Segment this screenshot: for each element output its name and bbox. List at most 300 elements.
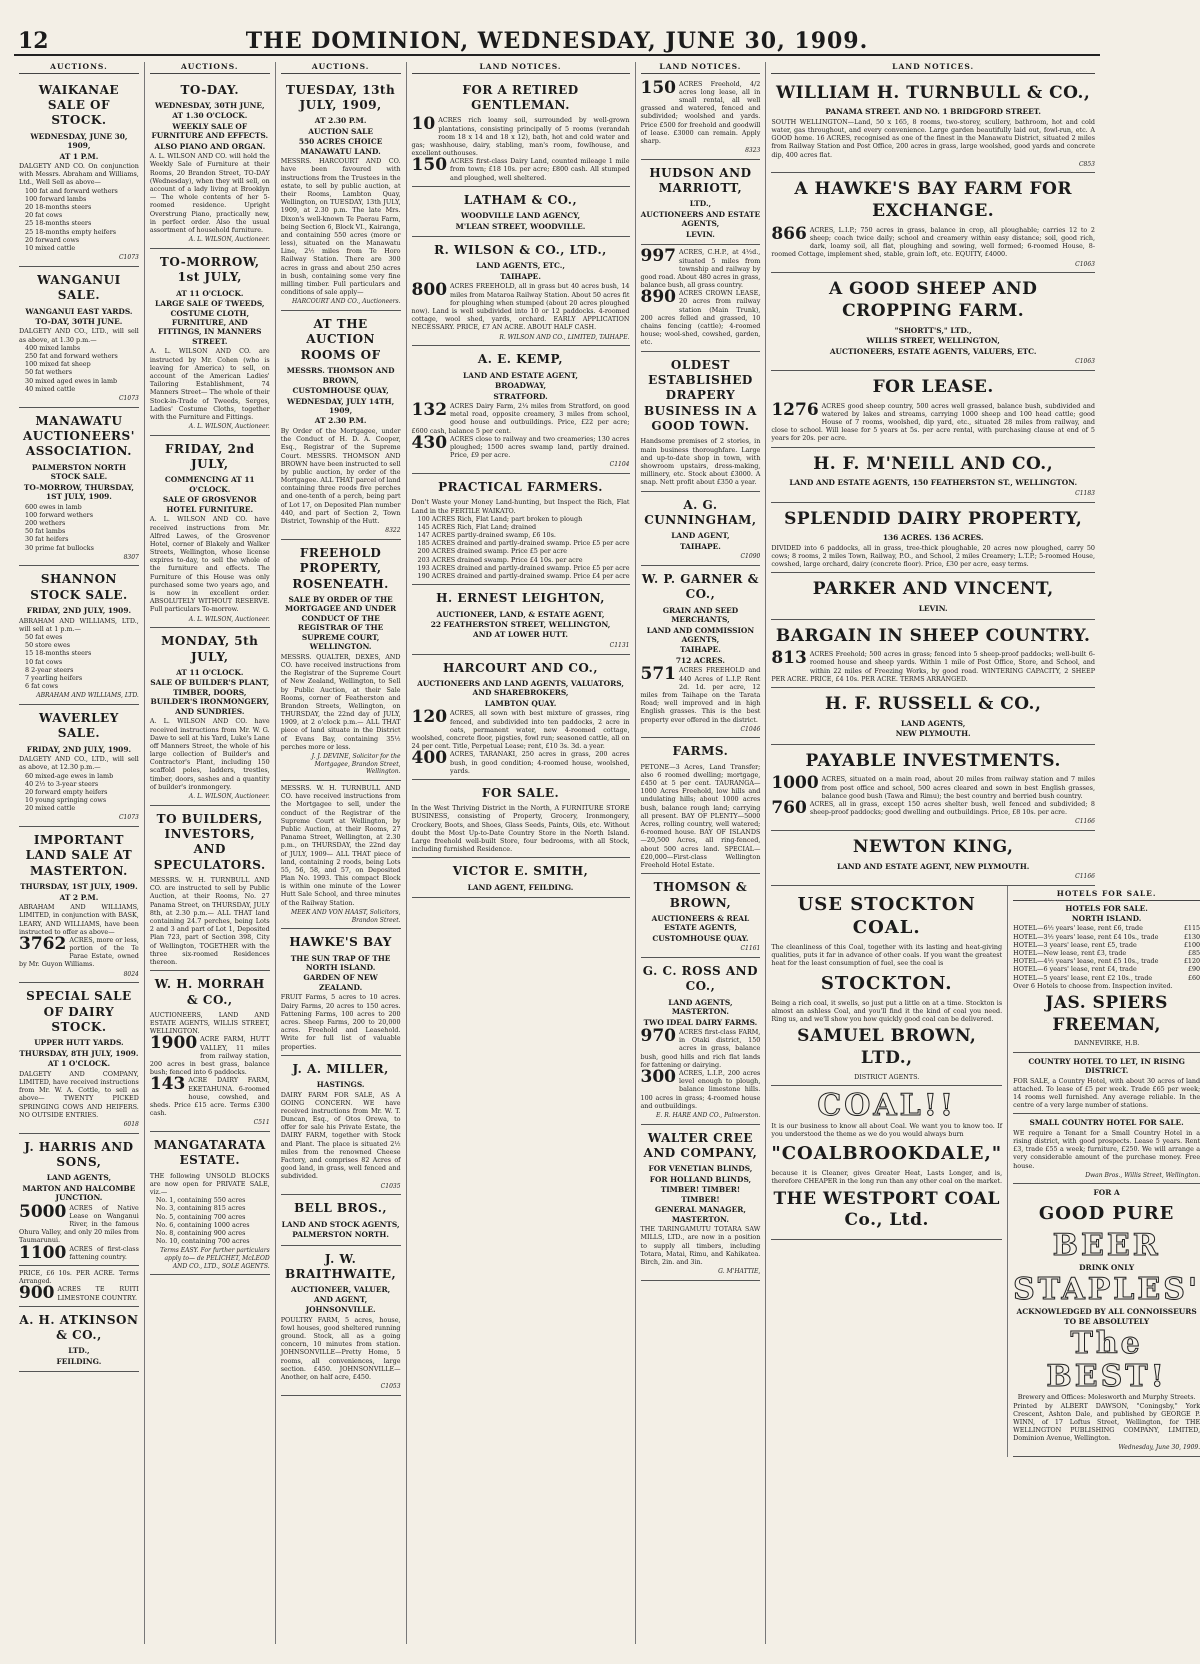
ad-list-item: 203 ACRES drained swamp. Price £4 10s. per acre: [417, 555, 583, 564]
staples-beer-ad: [1013, 1184, 1200, 1457]
ad-list-item: 147 ACRES partly-drained swamp, £6 10s.: [417, 531, 556, 540]
ad-body: ABRAHAM AND WILLIAMS, LIMITED, in conjunction with BASK, LEARY, AND WILLIAMS, have been instructed to offer as above—: [19, 903, 139, 936]
ad-heading: H. F. RUSSELL & CO.,: [824, 694, 1042, 714]
ad-signature: 8024: [123, 970, 139, 978]
ad-heading: WAIKANAE SALE OF STOCK.: [38, 82, 120, 128]
ad-heading: HARCOURT AND CO.,: [443, 660, 598, 675]
advertisement: [641, 160, 761, 246]
ad-heading: AT 11 O'CLOCK.: [176, 288, 244, 298]
ad-heading: A. G. CUNNINGHAM,: [644, 497, 757, 527]
ad-offer-text: ACRE FARM, HUTT VALLEY, 11 miles from railway station, 200 acres in best grass, balance bush; fenced into 6 paddocks.: [149, 1035, 270, 1077]
ad-list: [412, 515, 630, 581]
ad-list-item: 25 18-months steers: [25, 219, 92, 228]
ad-heading: SPECIAL SALE OF DAIRY STOCK.: [26, 989, 132, 1035]
ad-signature: C1131: [609, 641, 630, 649]
ad-heading: TAIHAPE.: [680, 645, 721, 655]
ad-heading: AUCTIONEERS & REAL ESTATE AGENTS,: [651, 913, 750, 933]
ad-acreage: 5000: [19, 1201, 67, 1222]
ad-heading: PAYABLE INVESTMENTS.: [805, 750, 1061, 771]
ad-heading: LAND AND ESTATE AGENT,: [463, 370, 578, 380]
hotel-value: £60: [1187, 973, 1200, 982]
ad-signature: C1035: [380, 1182, 401, 1190]
advertisement: [412, 474, 630, 585]
ad-body: SOUTH WELLINGTON—Land, 50 x 165, 8 rooms, two-storey, scullery, bathroom, hot and cold water, gas throughout, and every convenience. Large garden beautifully laid out, fowl-run, etc. A GOOD home. 16 ACRES, recognised as one of the finest in the Manawatu District, situated 2 miles from Railway Station and Post Office, 200 acres in grass, large woolshed, good yards and concrete dip, 400 acres flat.: [771, 117, 1095, 159]
ad-heading: TO-DAY.: [180, 82, 240, 97]
ad-heading: THURSDAY, 1ST JULY, 1909.: [20, 882, 138, 892]
ad-heading: LTD.,: [689, 199, 712, 209]
column-header: AUCTIONS.: [281, 62, 401, 74]
ad-heading: JOHNSONVILLE.: [305, 1305, 376, 1315]
ad-heading: 136 ACRES. 136 ACRES.: [882, 533, 984, 543]
coal2-brand: "COALBROOKDALE,": [771, 1143, 1003, 1165]
ad-signature: C1063: [1075, 260, 1095, 268]
ad-offer-text: ACRES, all in grass, except 150 acres shelter bush, well fenced and subdivided; 8 sheep-proof paddocks; good dwelling and outbuildings. Price, £8 10s. per acre.: [809, 800, 1095, 817]
ad-signature: HARCOURT AND CO., Auctioneers.: [292, 298, 401, 306]
ad-heading: W. H. MORRAH & CO.,: [154, 977, 265, 1007]
ad-list-item: 400 mixed lambs: [25, 343, 81, 352]
ad-heading: AUCTIONEERS AND ESTATE AGENTS,: [640, 209, 761, 229]
hotel-row: [1013, 924, 1200, 932]
coal2-body-2: because it is Cleaner, gives Greater Heat, Lasts Longer, and is, therefore CHEAPER in the long run than any other coal on the market.: [771, 1169, 1003, 1186]
advertisement: [281, 1056, 401, 1196]
hotel-value: £100: [1183, 940, 1200, 949]
coal2-signature: THE WESTPORT COAL Co., Ltd.: [773, 1188, 1000, 1231]
hotel-label: HOTEL—4½ years' lease, rent £5 10s., trade: [1013, 957, 1159, 966]
advertisement: [641, 245, 761, 351]
ad-offer: [411, 399, 630, 435]
ad-heading: STRATFORD.: [493, 391, 548, 401]
ad-acreage: 890: [640, 287, 676, 308]
advertisement: [150, 971, 270, 1132]
ad-offer: [640, 77, 761, 146]
advertisement: [771, 573, 1095, 619]
ad-heading: WOODVILLE LAND AGENCY,: [460, 211, 581, 221]
advertisement: [641, 958, 761, 1125]
ad-list-item: 15 18-months steers: [25, 649, 92, 658]
ad-heading: COMMENCING AT 11 O'CLOCK.: [164, 475, 255, 494]
hotels-heading: NORTH ISLAND.: [1071, 914, 1142, 923]
column-4: [407, 62, 636, 1644]
ad-heading: 22 FEATHERSTON STREET, WELLINGTON,: [430, 620, 611, 630]
column-3: [276, 62, 407, 1644]
ad-offer: [411, 432, 630, 460]
ad-offer-text: ACRES rich loamy soil, surrounded by well-grown plantations, consisting principally of 5 rooms (verandah room 18 x 14 and 18 x 12), bath, hot and cold water and gas; washhouse, dairy, stabling, man's room, fowlhouse, and excellent outhouses.: [411, 116, 630, 158]
ad-signature: 6018: [123, 1120, 139, 1128]
advertisement: [412, 237, 630, 346]
ad-offer-text: ACRES first-class Dairy Land, counted mileage 1 mile from town; £18 10s. per acre; £800 cash. All stumped and ploughed, well sheltered.: [450, 157, 630, 182]
ad-signature: 8307: [123, 553, 139, 561]
ad-offer: [771, 650, 1095, 683]
beer-pre: FOR A: [1093, 1188, 1120, 1198]
ad-list: [19, 772, 139, 813]
ad-acreage: 150: [640, 77, 676, 98]
ad-list-item: 60 mixed-age ewes in lamb: [25, 771, 114, 780]
beer-ack: ACKNOWLEDGED BY ALL CONNOISSEURS TO BE ABSOLUTELY: [1016, 1307, 1197, 1326]
ad-signature: A. L. WILSON, Auctioneer.: [188, 423, 270, 431]
ad-list-item: 250 fat and forward wethers: [25, 352, 118, 361]
ad-offer-text: ACRES FREEHOLD and 440 Acres of L.I.P. Rent 2d. 1d. per acre, 12 miles from Taihape on the Tarata Road; well improved and in high English grasses. This is the best property ever offered in the district.: [640, 666, 761, 724]
beer-good: GOOD PURE: [1038, 1202, 1175, 1224]
coal2-body: It is our business to know all about Coal. We want you to know too. If you understood the theme as we do you would always burn: [771, 1121, 1003, 1139]
ad-offer-text: ACRES first-class FARM, in Otaki district, 150 acres in grass, balance bush, good hills and rich flat lands for fattening or dairying.: [640, 1028, 761, 1069]
ad-list-item: 185 ACRES drained and partly-drained swamp. Price £5 per acre: [417, 539, 630, 548]
ad-heading: FRIDAY, 2ND JULY, 1909.: [26, 744, 132, 754]
ad-heading: BROADWAY,: [494, 381, 547, 391]
ad-signature: C1073: [118, 394, 139, 402]
hotel-value: £115: [1183, 924, 1200, 933]
ad-signature: C1063: [1075, 358, 1095, 366]
ad-heading: FOR VENETIAN BLINDS,: [648, 1164, 753, 1174]
ad-offer: [150, 1035, 270, 1076]
ad-heading: TUESDAY, 13th JULY, 1909,: [286, 82, 396, 112]
hotel-value: £130: [1183, 932, 1200, 941]
advertisement: [281, 781, 401, 929]
ad-heading: J. HARRIS AND SONS,: [24, 1139, 134, 1169]
ad-list: [150, 1196, 270, 1245]
ad-offer-text: ACRES Freehold, 4/2 acres long lease, all in small rental, all well grassed and watered, fenced and subdivided; woolshed and yards. Price £500 for freehold and goodwill of lease. £3000 can remain. Apply sharp.: [640, 79, 761, 145]
ad-heading: H. ERNEST LEIGHTON,: [436, 591, 605, 606]
ad-offer: [641, 248, 761, 289]
ad-list-item: 50 fat ewes: [25, 632, 63, 641]
ad-acreage: 10: [411, 114, 436, 135]
small-hotel-signature: Dwan Bros., Willis Street, Wellington.: [1085, 1171, 1200, 1179]
ad-heading: G. C. ROSS AND CO.,: [642, 963, 759, 994]
ad-heading: A HAWKE'S BAY FARM FOR EXCHANGE.: [794, 179, 1072, 222]
ad-list: [19, 503, 139, 552]
ad-acreage: 1276: [771, 399, 819, 420]
advertisement: [281, 1195, 401, 1245]
advertisement: [150, 77, 270, 249]
advertisement: [281, 311, 401, 540]
ad-heading: LAND AGENT,: [671, 531, 730, 541]
ad-heading: AT 1.30 O'CLOCK.: [172, 111, 248, 121]
advertisement: [19, 77, 139, 267]
hotel-value: £85: [1187, 949, 1200, 958]
advertisement: [19, 408, 139, 567]
ad-heading: FEILDING.: [56, 1356, 102, 1366]
ad-signature: G. M'HATTIE,: [718, 1268, 761, 1276]
ad-heading: MESSRS. THOMSON AND BROWN,: [286, 366, 395, 385]
ad-heading: TWO IDEAL DAIRY FARMS.: [643, 1017, 758, 1027]
ad-body: MESSRS. W. H. TURNBULL AND CO. are instructed to sell by Public Auction, at their Rooms, No. 27 Panama Street, on THURSDAY, JULY 8th, at 2.30 p.m.— ALL THAT land containing 24.7 perches, being Lots 2 and 3 and part of Lot 1, Deposited Plan 723, part of Section 398, City of Wellington, TOGETHER with the three six-roomed Residences thereon.: [149, 876, 270, 966]
ad-acreage: 1900: [149, 1033, 198, 1054]
column-1: [14, 62, 145, 1644]
ad-acreage: 760: [771, 798, 807, 818]
ad-signature: C1053: [380, 1383, 401, 1391]
advertisement: [281, 77, 401, 311]
ad-list-item: No. 5, containing 700 acres: [155, 1212, 246, 1221]
ad-list-item: 30 mixed aged ewes in lamb: [25, 376, 118, 385]
ad-heading: LAMBTON QUAY.: [484, 698, 557, 708]
ad-list: [19, 344, 139, 393]
advertisement: [19, 1134, 139, 1266]
ad-heading: THOMSON & BROWN,: [653, 880, 748, 910]
hotel-row: [1013, 941, 1200, 949]
ad-signature: A. L. WILSON, Auctioneer.: [188, 236, 270, 244]
ad-heading: R. WILSON & CO., LTD.,: [434, 243, 607, 258]
ad-heading: SHANNON STOCK SALE.: [30, 572, 128, 602]
ad-heading: PALMERSTON NORTH STOCK SALE.: [31, 462, 127, 482]
ad-heading: SALE BY ORDER OF THE MORTGAGEE AND UNDER CONDUCT OF THE REGISTRAR OF THE SUPREME COURT, WELLINGTON.: [285, 594, 397, 652]
ad-heading: HASTINGS.: [316, 1080, 365, 1090]
hotel-label: HOTEL—6 years' lease, rent £4, trade: [1013, 965, 1137, 974]
ad-offer-text: ACRES TE RUITI LIMESTONE COUNTRY.: [57, 1285, 139, 1302]
advertisement: [412, 77, 630, 187]
ad-list-item: 30 fat heifers: [25, 535, 69, 544]
advertisement: [412, 858, 630, 898]
ad-heading: WANGANUI EAST YARDS.: [25, 306, 133, 316]
ad-heading: TO BUILDERS, INVESTORS, AND SPECULATORS.: [153, 811, 266, 872]
advertisement: [19, 267, 139, 408]
ad-heading: LAND AND ESTATE AGENT, NEW PLYMOUTH.: [836, 861, 1030, 871]
lower-section: [771, 886, 1200, 1457]
column-header: LAND NOTICES.: [771, 62, 1095, 74]
ad-heading: LAND AGENTS, MASTERTON.: [668, 997, 733, 1017]
ad-body: AUCTIONEERS, LAND AND ESTATE AGENTS, WILLIS STREET, WELLINGTON.: [149, 1010, 270, 1036]
ad-heading: FRIDAY, 2nd JULY,: [164, 441, 255, 472]
beer-drink: DRINK ONLY: [1079, 1262, 1135, 1272]
ad-list-item: 600 ewes in lamb: [25, 502, 82, 511]
ad-heading: PANAMA STREET. AND NO. 1 BRIDGFORD STREET.: [825, 107, 1041, 117]
ad-heading: CUSTOMHOUSE QUAY.: [652, 933, 749, 943]
advertisement: [19, 705, 139, 827]
ad-acreage: 1100: [19, 1242, 67, 1263]
ad-heading: WALTER CREE AND COMPANY,: [643, 1130, 758, 1160]
ad-heading: WEEKLY SALE OF FURNITURE AND EFFECTS.: [151, 121, 269, 141]
ad-heading: GRAIN AND SEED MERCHANTS,: [662, 605, 739, 625]
advertisement: [771, 448, 1095, 503]
ad-offer: [771, 223, 1095, 259]
advertisement: [641, 738, 761, 874]
ad-heading: THURSDAY, 8TH JULY, 1909.: [19, 1048, 139, 1058]
ad-heading: AUCTIONEERS, ESTATE AGENTS, VALUERS, ETC.: [829, 346, 1037, 356]
advertisement: [19, 566, 139, 705]
ad-heading: PRACTICAL FARMERS.: [438, 479, 603, 494]
ad-signature: C853: [1078, 160, 1095, 168]
hotel-label: HOTEL—3 years' lease, rent £5, trade: [1013, 940, 1137, 949]
imprint-date: Wednesday, June 30, 1909.: [1118, 1444, 1200, 1452]
ad-list-item: 6 fat cows: [25, 682, 59, 691]
ad-heading: AT 2.30 P.M.: [314, 416, 367, 426]
ad-body: DALGETY AND CO., LTD., will sell as above, at 1.30 p.m.—: [19, 327, 139, 344]
beer-best: The BEST!: [1046, 1326, 1167, 1395]
ad-offer: [641, 666, 761, 723]
ad-acreage: 997: [640, 246, 676, 267]
ad-heading: OLDEST ESTABLISHED DRAPERY BUSINESS IN A GOOD TOWN.: [644, 357, 757, 434]
ad-offer-text: ACRES good sheep country, 500 acres well grassed, balance bush, subdivided and watered by lakes and streams, carrying 1000 sheep and 100 head cattle; good House of 7 rooms, woolshed, dip yard, etc., situated 28 miles from railway, and close to school. Will lease for 5 years at 5s. per acre rental, with purchasing clause at end of 5 years for 20s. per acre.: [771, 401, 1095, 443]
ad-heading: TIMBER! TIMBER! TIMBER!: [660, 1185, 741, 1204]
ad-signature: C1166: [1075, 873, 1095, 881]
advertisement: [150, 436, 270, 629]
columns: [14, 62, 1200, 1644]
advertisement: [771, 371, 1095, 448]
ad-heading: ALSO PIANO AND ORGAN.: [154, 141, 266, 151]
country-hotel-ad: [1013, 1053, 1200, 1115]
advertisement: [641, 1125, 761, 1281]
ad-heading: GARDEN OF NEW ZEALAND.: [303, 973, 378, 992]
ad-heading: TAIHAPE.: [680, 541, 721, 551]
advertisement: [150, 249, 270, 436]
ad-heading: AUCTION SALE: [308, 126, 373, 136]
ad-signature: E. R. HARE AND CO., Palmerston.: [656, 1111, 761, 1119]
ad-list-item: No. 10, containing 700 acres: [155, 1237, 250, 1246]
ad-signature: C511: [253, 1119, 270, 1127]
ad-signature: C1046: [740, 725, 761, 733]
ad-heading: WEDNESDAY, JUNE 30, 1909,: [30, 131, 128, 151]
ad-body: Handsome premises of 2 stories, in main business thoroughfare. Large and up-to-date shop in town, with showroom upstairs, dress-making, millinery, etc. Stock about £3000. A snap. Nett profit about £350 a year.: [640, 437, 761, 487]
advertisement: [771, 620, 1095, 689]
ad-heading: NEWTON KING,: [852, 837, 1014, 858]
coal-body: The cleanliness of this Coal, together with its lasting and heat-giving qualities, puts it far in advance of other coals. If you want the greatest heat for the least consumption of fuel, see the coal is: [771, 943, 1003, 968]
ad-heading: AUCTIONEER, LAND, & ESTATE AGENT,: [436, 609, 605, 619]
ad-list-item: 200 ACRES drained swamp. Price £5 per acre: [417, 547, 568, 556]
ad-offer: [150, 1076, 270, 1117]
advertisement: [771, 173, 1095, 273]
ad-list-item: 40 mixed cattle: [25, 384, 76, 393]
ad-list-item: No. 6, containing 1000 acres: [155, 1220, 250, 1229]
ad-body: A. L. WILSON AND CO. will hold the Weekly Sale of Furniture at their Rooms, 20 Brandon Street, TO-DAY (Wednesday), when they will sell, on account of a lady living at Brooklyn— The whole contents of her 5-roomed residence. Upright Overstrung Piano, practically new, in perfect order. Also the usual assortment of household furniture.: [149, 152, 270, 234]
stockton-coal-ad: [771, 886, 1002, 1086]
ad-heading: 712 ACRES.: [675, 655, 725, 665]
ad-body: DALGETY AND COMPANY, LIMITED, have received instructions from Mr. W. A. Cottle, to sell as above— TWENTY PICKED SPRINGING COWS AND HEIFERS. NO OUTSIDE ENTRIES.: [19, 1069, 139, 1119]
ad-offer-text: ACRES, TARANAKI, 250 acres in grass, 200 acres bush, in good condition; 4-roomed house, woolshed, yards.: [450, 750, 630, 775]
ad-list-item: 190 ACRES drained and partly-drained swamp. Price £4 per acre: [417, 572, 630, 580]
ad-body: PRICE, £6 10s. PER ACRE. Terms Arranged.: [19, 1269, 139, 1286]
hotel-row: [1013, 965, 1200, 973]
ad-heading: LTD.,: [68, 1346, 90, 1356]
ad-body: FRUIT Farms, 5 acres to 10 acres. Dairy Farms, 20 acres to 150 acres. Fattening Farms, 100 acres to 200 acres. Sheep Farms, 200 to 20,000 acres. Freehold and Leasehold. Write for full list of valuable properties.: [280, 993, 401, 1051]
ad-heading: WEDNESDAY, JULY 14TH, 1909,: [287, 396, 395, 415]
hotel-value: £90: [1187, 965, 1200, 974]
ad-signature: C1166: [1075, 818, 1095, 826]
ad-heading: A. E. KEMP,: [477, 352, 564, 367]
ad-signature: R. WILSON AND CO., LIMITED, TAIHAPE.: [499, 333, 630, 341]
ad-heading: J. A. MILLER,: [292, 1061, 389, 1076]
ad-signature: C1104: [609, 461, 630, 469]
column-7: [766, 62, 1200, 1644]
ad-list-item: 40 2½ to 3-year steers: [25, 779, 99, 788]
advertisement: [771, 273, 1095, 371]
ad-heading: TAIHAPE.: [500, 271, 541, 281]
ad-offer-text: ACRES, all sown with best mixture of grasses, ring fenced, and subdivided into ten paddocks, 2 acre in oats, permanent water, new 4-roomed cottage, woolshed, concrete floor, pigsties, fowl run; seasoned cattle, all on 24 per cent. Title, Perpetual Lease; rent, £10 3s. 3d. a year.: [411, 709, 630, 751]
ad-heading: HUDSON AND MARRIOTT,: [649, 165, 752, 196]
ad-heading: FOR SALE.: [481, 785, 560, 800]
ad-acreage: 143: [149, 1074, 186, 1095]
ad-list-item: No. 1, containing 550 acres: [155, 1196, 246, 1205]
ad-body: PETONE—3 Acres, Land Transfer; also 6 roomed dwelling; mortgage, £450 at 5 per cent. TAURANGA—1000 Acres Freehold, low hills and undulating hills; about 1000 acres bush, balance rough land; carrying all present. BAY OF PLENTY—5000 Acres, rolling country, well watered; 6-roomed house. BAY OF ISLANDS—20,500 Acres, all ring-fenced, about 500 acres land. SPECIAL—£20,000—First-class Wellington Freehold Hotel Estate.: [640, 762, 761, 869]
hotel-row: [1013, 957, 1200, 965]
newspaper-title: THE DOMINION, WEDNESDAY, JUNE 30, 1909.: [245, 28, 869, 54]
ad-body: DALGETY AND CO. On conjunction with Messrs. Abraham and Williams, Ltd., Well Sell as above—: [19, 162, 139, 187]
coal-title: USE STOCKTON COAL.: [797, 893, 976, 938]
ad-signature: MEEK AND VON HAAST, Solicitors, Brandon Street.: [290, 908, 401, 924]
ad-acreage: 571: [640, 664, 676, 685]
ad-heading: MANAWATU AUCTIONEERS' ASSOCIATION.: [22, 413, 135, 459]
hotel-label: HOTEL—3½ years' lease, rent £4 10s., trade: [1013, 932, 1159, 941]
country-hotel-body: FOR SALE, a Country Hotel, with about 30 acres of land attached. To lease of £5 per week. Trade £65 per week; 14 rooms well furnished. Any average reliable. In the centre of a very large number of stations.: [1013, 1076, 1200, 1110]
ad-heading: FOR LEASE.: [872, 376, 994, 397]
small-hotel-heading: SMALL COUNTRY HOTEL FOR SALE.: [1029, 1118, 1184, 1128]
ad-heading: AT 1 P.M.: [59, 151, 99, 161]
ad-list-item: 193 ACRES drained and partly-drained swamp. Price £5 per acre: [417, 563, 630, 572]
ad-heading: H. F. M'NEILL AND CO.,: [813, 453, 1054, 474]
column-5: [636, 62, 767, 1644]
ad-heading: A. H. ATKINSON & CO.,: [19, 1312, 139, 1343]
ad-heading: A GOOD SHEEP AND CROPPING FARM.: [829, 279, 1038, 322]
ad-heading: LAND AND COMMISSION AGENTS,: [646, 625, 755, 644]
advertisement: [641, 566, 761, 739]
hotel-label: HOTEL—New lease, rent £3, trade: [1013, 949, 1127, 958]
ad-heading: MARTON AND HALCOMBE JUNCTION.: [22, 1183, 136, 1203]
ad-heading: LAND AGENT, FEILDING.: [467, 882, 574, 892]
advertisement: [412, 655, 630, 780]
column-header: AUCTIONS.: [150, 62, 270, 74]
ad-heading: FOR A RETIRED GENTLEMAN.: [462, 82, 579, 112]
ad-offer: [412, 157, 630, 182]
ad-list-item: 10 young springing cows: [25, 796, 107, 805]
ad-heading: WANGANUI SALE.: [37, 272, 121, 303]
ad-heading: LAND AND ESTATE AGENTS, 150 FEATHERSTON ST., WELLINGTON.: [789, 478, 1078, 488]
ad-signature: C1073: [118, 254, 139, 262]
ad-body: Don't Waste your Money Land-hunting, but Inspect the Rich, Flat Land in the FERTILE WAIKATO.: [411, 498, 630, 515]
ad-heading: AT 2 P.M.: [59, 892, 99, 902]
ad-list-item: 25 18-months empty heifers: [25, 227, 117, 236]
ad-offer-text: ACRES, more or less, portion of the Te Parae Estate, owned by Mr. Guyon Williams.: [19, 935, 139, 969]
advertisement: [19, 1307, 139, 1373]
ad-heading: WILLIAM H. TURNBULL & CO.,: [776, 82, 1091, 103]
ad-body: A. L. WILSON AND CO. are instructed by Mr. Cohen (who is leaving for America) to sell, on account of the American Ladies' Tailoring Establishment, 74 Manners Street— The whole of their Stock-in-Trade of Tweeds, Serges, Ladies' Costume Cloths, together with the Furniture and Fittings.: [149, 347, 270, 421]
column-2: [145, 62, 276, 1644]
small-hotel-body: WE require a Tenant for a Small Country Hotel in a rising district, with good prospects. Lease 5 years. Rent £3, trade £55 a week; furniture, £250. We will arrange a very considerable amount of the purchase money. Free house.: [1013, 1128, 1200, 1170]
ad-heading: LAND AND STOCK AGENTS,: [281, 1219, 400, 1229]
ad-offer: [771, 399, 1095, 443]
ad-list-item: 50 store ewes: [25, 641, 71, 650]
ad-offer: [641, 289, 761, 346]
ad-acreage: 813: [771, 648, 807, 669]
advertisement: [150, 628, 270, 805]
advertisement: [412, 780, 630, 858]
coal2-title: COAL!!: [817, 1087, 957, 1123]
small-hotel-ad: [1013, 1114, 1200, 1184]
ad-body: DAIRY FARM FOR SALE, AS A GOING CONCERN. WE have received instructions from Mr. W. T. Duncan, Esq., of Otos Orewa, to offer for sale his Private Estate, the DAIRY FARM, together with Stock and Plant. The place is situated 2½ miles from the renowned Cheese Factory, and comprises 82 Acres of good land, in grass, well fenced and subdivided.: [280, 1090, 401, 1181]
ad-acreage: 866: [771, 223, 807, 244]
ad-offer: [412, 282, 630, 331]
ad-heading: IMPORTANT LAND SALE AT MASTERTON.: [25, 833, 133, 878]
beer-word: BEER: [1052, 1227, 1161, 1263]
ad-heading: M'LEAN STREET, WOODVILLE.: [455, 221, 586, 231]
ad-list-item: 100 ACRES Rich, Flat Land; part broken to plough: [417, 514, 583, 523]
ad-offer: [641, 1069, 761, 1110]
ad-signature: 8322: [385, 527, 401, 535]
ad-body: By Order of the Mortgagee, under the Conduct of H. D. A. Cooper, Esq., Registrar of the Supreme Court. MESSRS. THOMSON AND BROWN have been instructed to sell by public auction, by order of the Mortgagee. ALL THAT parcel of land containing three roods five perches and one-tenth of a perch, being part of Lot 17, on Deposited Plan number 440, and part of Section 2, Town District, Township of the Hutt.: [280, 426, 401, 525]
advertisement: [771, 745, 1095, 831]
ad-heading: SALE OF BUILDER'S PLANT, TIMBER, DOORS, BUILDER'S IRONMONGERY, AND SUNDRIES.: [150, 678, 270, 716]
ad-body: DIVIDED into 6 paddocks, all in grass, tree-thick ploughable, 20 acres now ploughed, carry 50 cows; 8 rooms, 2 miles Town, Railway, P.O., and School, 2 miles Creamery; L.T.P.; 5-roomed House, cowshed, large orchard, dairy (concrete floor). Price, £30 per acre, easy terms.: [771, 543, 1095, 569]
ad-offer: [412, 750, 630, 775]
advertisement: [281, 1246, 401, 1396]
advertisement: [641, 352, 761, 492]
coal-column: [771, 886, 1008, 1457]
ad-list: [19, 633, 139, 690]
ad-heading: "SHORTT'S," LTD.,: [894, 325, 972, 335]
ad-acreage: 120: [411, 707, 448, 728]
ad-body: MESSRS. QUALTER, DEXES, AND CO. have received instructions from the Registrar of the Supreme Court of New Zealand, Wellington, to Sell by Public Auction, at their Sale Rooms, corner of Featherston and Brandon Streets, Wellington, on THURSDAY, the 22nd day of JULY, 1909, at 2 o'clock p.m.— ALL THAT piece of land situate in the District of Evans Bay, containing 35½ perches more or less.: [280, 652, 401, 751]
ad-offer: [412, 116, 630, 157]
advertisement: [412, 346, 630, 474]
ad-signature: C1090: [740, 553, 761, 561]
ad-acreage: 132: [411, 399, 448, 420]
ad-heading: HAWKE'S BAY: [289, 935, 392, 950]
